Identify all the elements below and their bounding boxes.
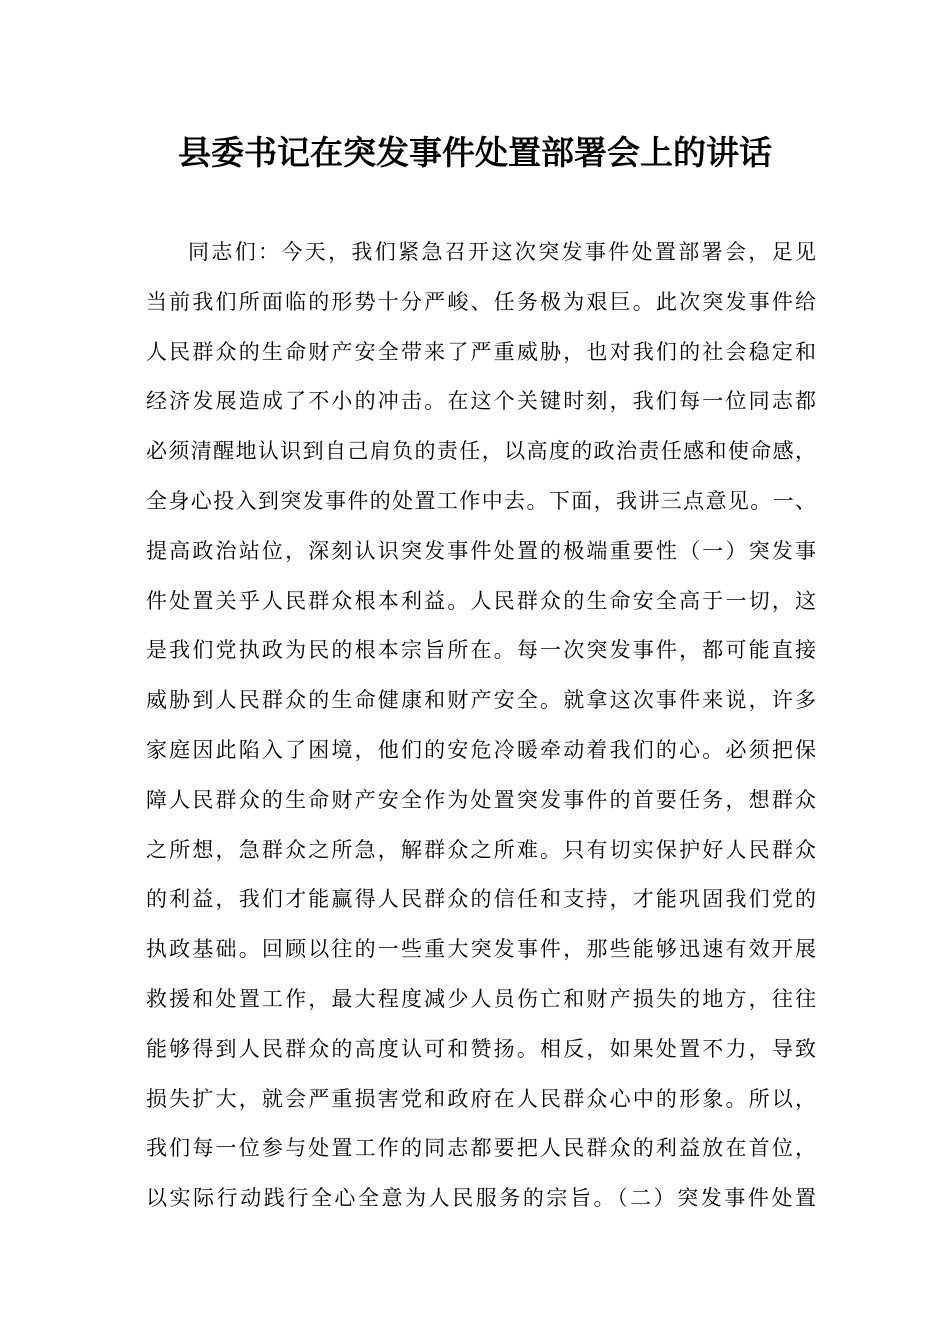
document-body	[146, 228, 816, 1224]
body-line: 全身心投入到突发事件的处置工作中去。下面，我讲三点意见。一、	[146, 488, 816, 513]
body-line: 救援和处置工作，最大程度减少人员伤亡和财产损失的地方，往往	[146, 986, 816, 1011]
body-line: 损失扩大，就会严重损害党和政府在人民群众心中的形象。所以，	[146, 1086, 816, 1111]
body-line: 威胁到人民群众的生命健康和财产安全。就拿这次事件来说，许多	[146, 688, 816, 713]
body-line: 执政基础。回顾以往的一些重大突发事件，那些能够迅速有效开展	[146, 937, 816, 962]
body-line: 我们每一位参与处置工作的同志都要把人民群众的利益放在首位，	[146, 1136, 816, 1161]
body-line: 之所想，急群众之所急，解群众之所难。只有切实保护好人民群众	[146, 837, 816, 862]
body-line: 的利益，我们才能赢得人民群众的信任和支持，才能巩固我们党的	[146, 887, 816, 912]
body-line: 家庭因此陷入了困境，他们的安危冷暖牵动着我们的心。必须把保	[146, 737, 816, 762]
body-line: 件处置关乎人民群众根本利益。人民群众的生命安全高于一切，这	[146, 588, 816, 613]
body-line: 人民群众的生命财产安全带来了严重威胁，也对我们的社会稳定和	[146, 339, 816, 364]
body-line: 经济发展造成了不小的冲击。在这个关键时刻，我们每一位同志都	[146, 389, 816, 414]
body-line: 能够得到人民群众的高度认可和赞扬。相反，如果处置不力，导致	[146, 1036, 816, 1061]
body-line: 是我们党执政为民的根本宗旨所在。每一次突发事件，都可能直接	[146, 638, 816, 663]
body-line: 必须清醒地认识到自己肩负的责任，以高度的政治责任感和使命感，	[146, 439, 816, 464]
body-line: 提高政治站位，深刻认识突发事件处置的极端重要性（一）突发事	[146, 538, 816, 563]
body-line: 以实际行动践行全心全意为人民服务的宗旨。（二）突发事件处置	[146, 1186, 816, 1211]
body-line: 同志们：今天，我们紧急召开这次突发事件处置部署会，足见	[188, 240, 816, 264]
body-line: 当前我们所面临的形势十分严峻、任务极为艰巨。此次突发事件给	[146, 289, 816, 314]
body-line: 障人民群众的生命财产安全作为处置突发事件的首要任务，想群众	[146, 787, 816, 812]
document-title: 县委书记在突发事件处置部署会上的讲话	[178, 133, 772, 172]
